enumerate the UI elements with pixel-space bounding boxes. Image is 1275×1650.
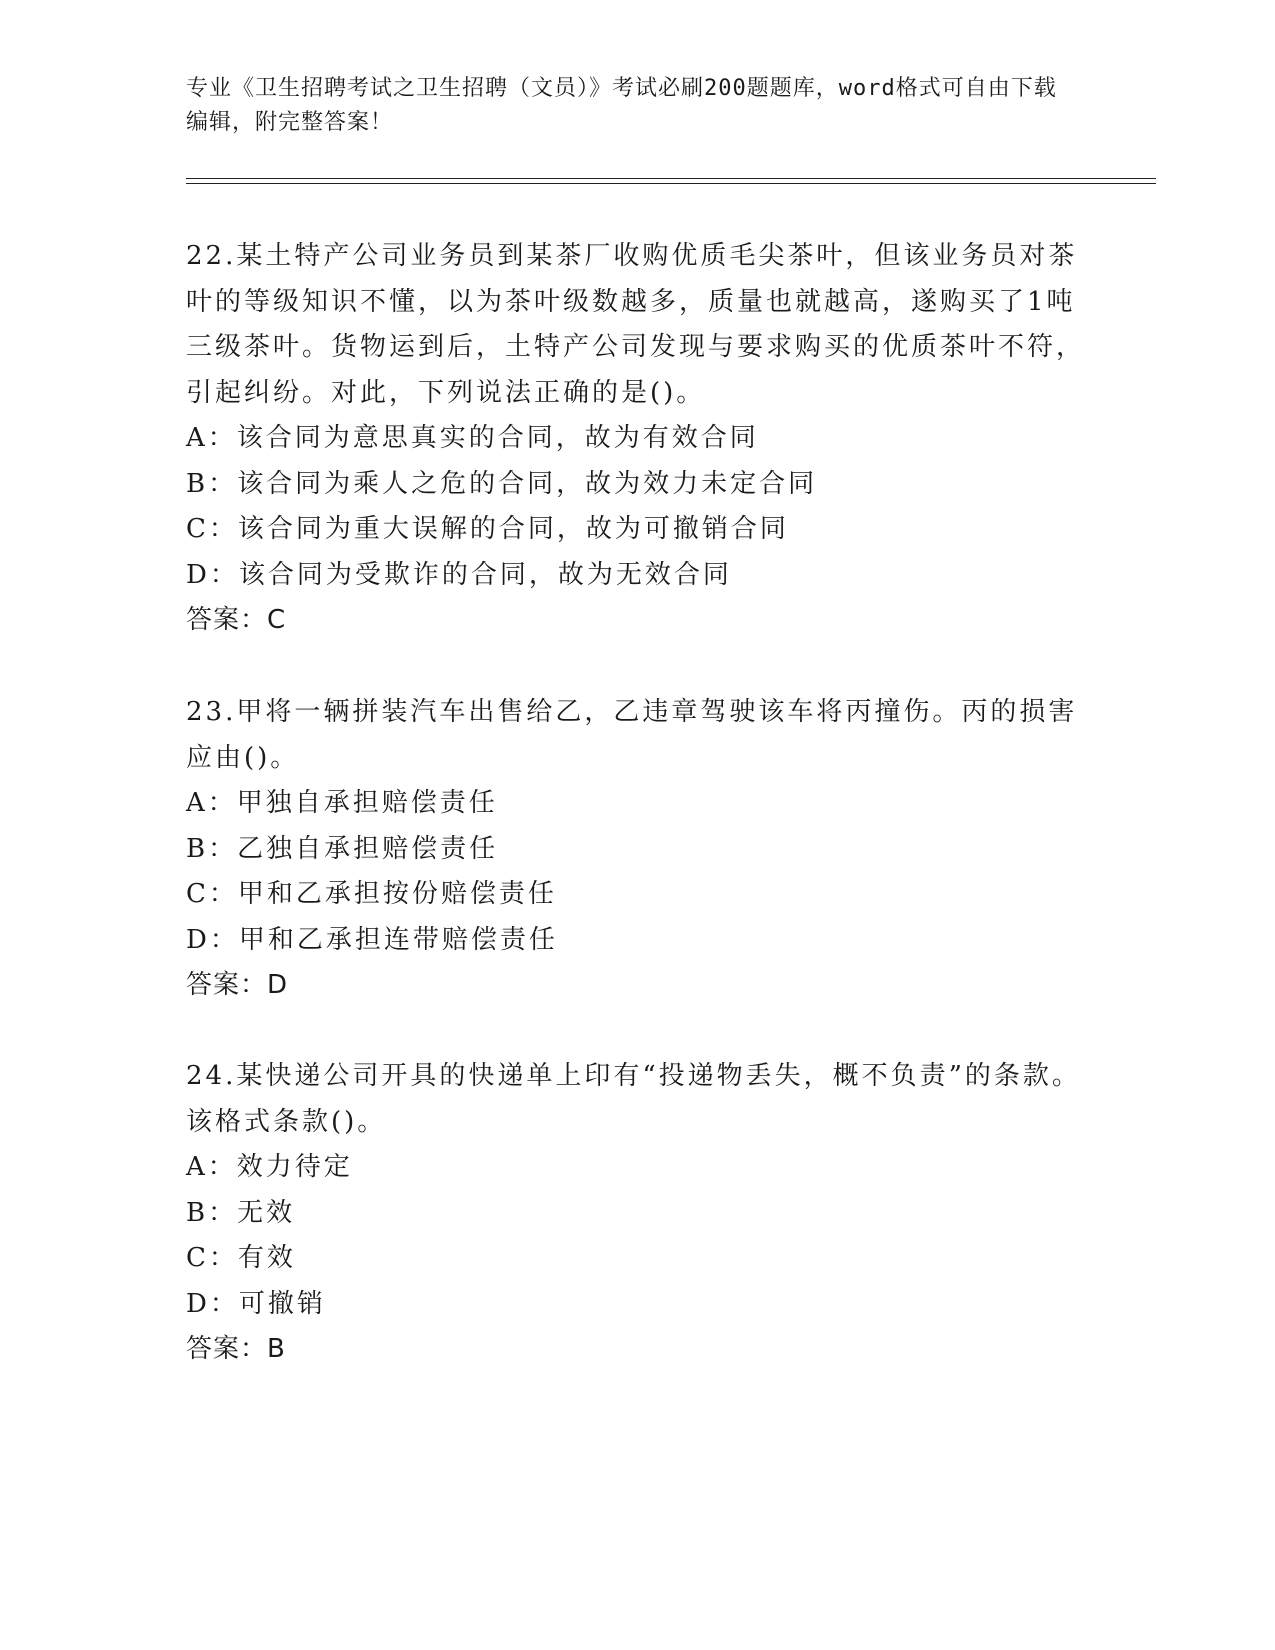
- question-22: [186, 234, 1086, 644]
- option-c: C：甲和乙承担按份赔偿责任: [186, 879, 557, 909]
- question-stem: 22.某土特产公司业务员到某茶厂收购优质毛尖茶叶，但该业务员对茶叶的等级知识不懂，以为茶叶级数越多，质量也就越高，遂购买了1吨三级茶叶。货物运到后，土特产公司发现与要求购买的优质茶叶不符，引起纠纷。对此，下列说法正确的是()。: [186, 241, 1086, 408]
- question-stem: 23.甲将一辆拼装汽车出售给乙，乙违章驾驶该车将丙撞伤。丙的损害应由()。: [186, 697, 1078, 773]
- question-23: [186, 690, 1086, 1009]
- option-a: A：效力待定: [186, 1152, 353, 1182]
- option-d: D：甲和乙承担连带赔偿责任: [186, 924, 558, 955]
- option-a: A：该合同为意思真实的合同，故为有效合同: [186, 423, 759, 453]
- option-d: D：可撤销: [186, 1288, 326, 1319]
- answer-label: 答案：C: [186, 605, 287, 635]
- question-stem: 24.某快递公司开具的快递单上印有“投递物丢失，概不负责”的条款。该格式条款()。: [186, 1061, 1081, 1137]
- option-b: B：乙独自承担赔偿责任: [186, 833, 499, 864]
- question-24: [186, 1054, 1086, 1373]
- option-c: C：有效: [186, 1243, 296, 1273]
- header-divider-bottom: [186, 183, 1156, 184]
- option-d: D：该合同为受欺诈的合同，故为无效合同: [186, 559, 732, 590]
- answer-label: 答案：D: [186, 970, 289, 1000]
- option-c: C：该合同为重大误解的合同，故为可撤销合同: [186, 514, 789, 544]
- answer-label: 答案：B: [186, 1334, 286, 1364]
- header-divider-top: [186, 178, 1156, 179]
- option-b: B：无效: [186, 1197, 296, 1228]
- document-header-intro: 专业《卫生招聘考试之卫生招聘（文员）》考试必刷200题题库，word格式可自由下载编辑，附完整答案！: [186, 76, 1057, 135]
- option-a: A：甲独自承担赔偿责任: [186, 788, 498, 818]
- option-b: B：该合同为乘人之危的合同，故为效力未定合同: [186, 468, 818, 499]
